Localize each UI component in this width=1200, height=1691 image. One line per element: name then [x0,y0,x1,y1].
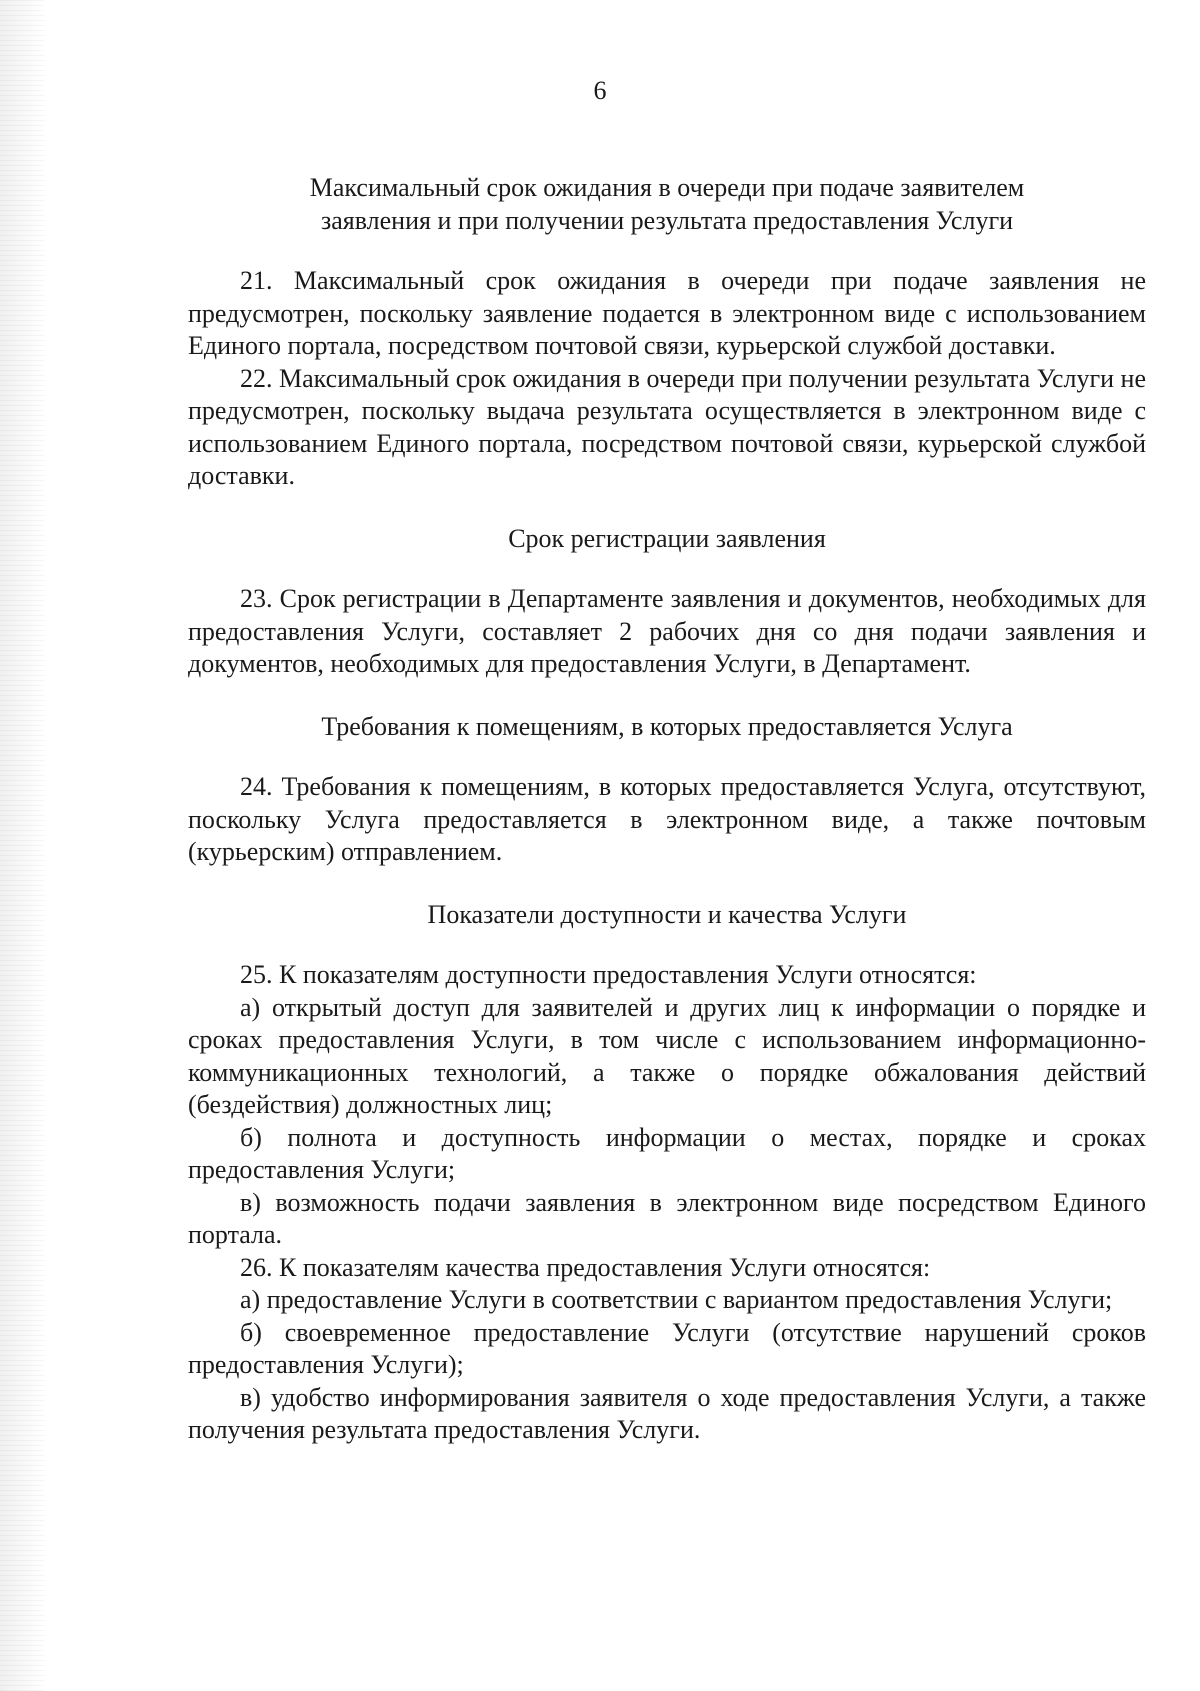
list-item-26a: а) предоставление Услуги в соответствии с вариантом предоставления Услуги; [240,1285,1113,1314]
list-item-26b: б) своевременное предоставление Услуги (отсутствие нарушений сроков предоставления Услуги); [188,1317,1146,1379]
section-accessibility-quality [188,899,1146,1447]
section-heading: Показатели доступности и качества Услуги [427,899,907,929]
section-premises-requirements [188,711,1146,869]
page-number: 6 [593,76,607,105]
section-heading [188,172,1146,237]
paragraph-21: 21. Максимальный срок ожидания в очереди при подаче заявления не предусмотрен, поскольку заявление подается в электронном виде с использованием Единого портала, посредством почтовой связи, курьерской службой доставки. [188,266,1146,360]
heading-line: Максимальный срок ожидания в очереди при подаче заявителем [309,173,1025,202]
paragraph-25: 25. К показателям доступности предоставления Услуги относятся: [240,960,977,989]
list-item-25b: б) полнота и доступность информации о местах, порядке и сроках предоставления Услуги; [188,1122,1146,1184]
scan-edge-artifact [0,0,44,1691]
paragraph-24: 24. Требования к помещениям, в которых предоставляется Услуга, отсутствуют, поскольку Услуга предоставляется в электронном виде, а также почтовым (курьерским) отправлением. [188,772,1146,866]
paragraph-22: 22. Максимальный срок ожидания в очереди при получении результата Услуги не предусмотрен, поскольку выдача результата осуществляется в электронном виде с использованием Единого портала, посредством почтовой связи, курьерской службой доставки. [188,363,1146,490]
document-body [188,172,1146,1447]
list-item-25a: а) открытый доступ для заявителей и других лиц к информации о порядке и сроках предоставления Услуги, в том числе с использованием информационно-коммуникационных технологий, а также о порядке обжалования действий (бездействия) должностных лиц; [188,992,1146,1119]
section-registration-time [188,523,1146,681]
heading-line: заявления и при получении результата предоставления Услуги [320,205,1014,235]
paragraph-23: 23. Срок регистрации в Департаменте заявления и документов, необходимых для предоставления Услуги, составляет 2 рабочих дня со дня подачи заявления и документов, необходимых для предоставления Услуги, в Департамент. [188,584,1146,678]
section-heading: Требования к помещениям, в которых предоставляется Услуга [321,711,1013,741]
section-max-wait-time [188,172,1146,493]
list-item-25c: в) возможность подачи заявления в электронном виде посредством Единого портала. [188,1187,1146,1249]
paragraph-26: 26. К показателям качества предоставления Услуги относятся: [240,1252,931,1282]
list-item-26c: в) удобство информирования заявителя о ходе предоставления Услуги, а также получения результата предоставления Услуги. [188,1382,1146,1444]
section-heading: Срок регистрации заявления [508,523,826,553]
